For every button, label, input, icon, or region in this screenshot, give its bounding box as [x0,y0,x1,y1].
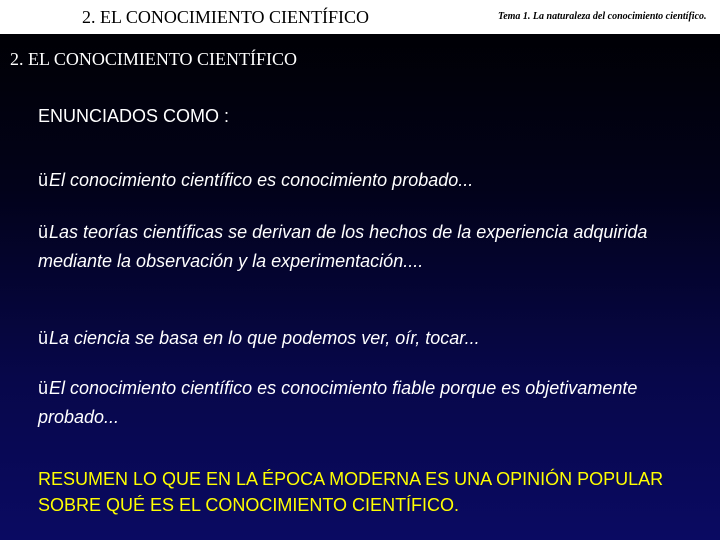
statements-heading: ENUNCIADOS COMO : [38,106,230,126]
checkmark-icon: ü [38,222,49,242]
checkmark-icon: ü [38,378,49,398]
summary-text: RESUMEN LO QUE EN LA ÉPOCA MODERNA ES UNA OPINIÓN POPULAR SOBRE QUÉ ES EL CONOCIMIENTO CIENTÍFICO. [38,469,664,515]
checkmark-icon: ü [38,328,49,348]
statement-text: La ciencia se basa en lo que podemos ver, oír, tocar... [49,328,480,348]
header-subtitle: Tema 1. La naturaleza del conocimiento científico. [498,11,707,22]
checkmark-icon: ü [38,170,49,190]
statement-3 [38,324,698,353]
slide-title: 2. EL CONOCIMIENTO CIENTÍFICO [10,49,297,69]
header-title: 2. EL CONOCIMIENTO CIENTÍFICO [82,7,369,27]
statement-1 [38,166,698,195]
statement-text: Las teorías científicas se derivan de los hechos de la experiencia adquirida mediante la observación y la experimentación.... [38,222,648,271]
statement-text: El conocimiento científico es conocimiento fiable porque es objetivamente probado... [38,378,638,427]
header-bar [0,0,720,34]
statement-4 [38,374,698,432]
statement-text: El conocimiento científico es conocimiento probado... [49,170,474,190]
statement-2 [38,218,698,276]
